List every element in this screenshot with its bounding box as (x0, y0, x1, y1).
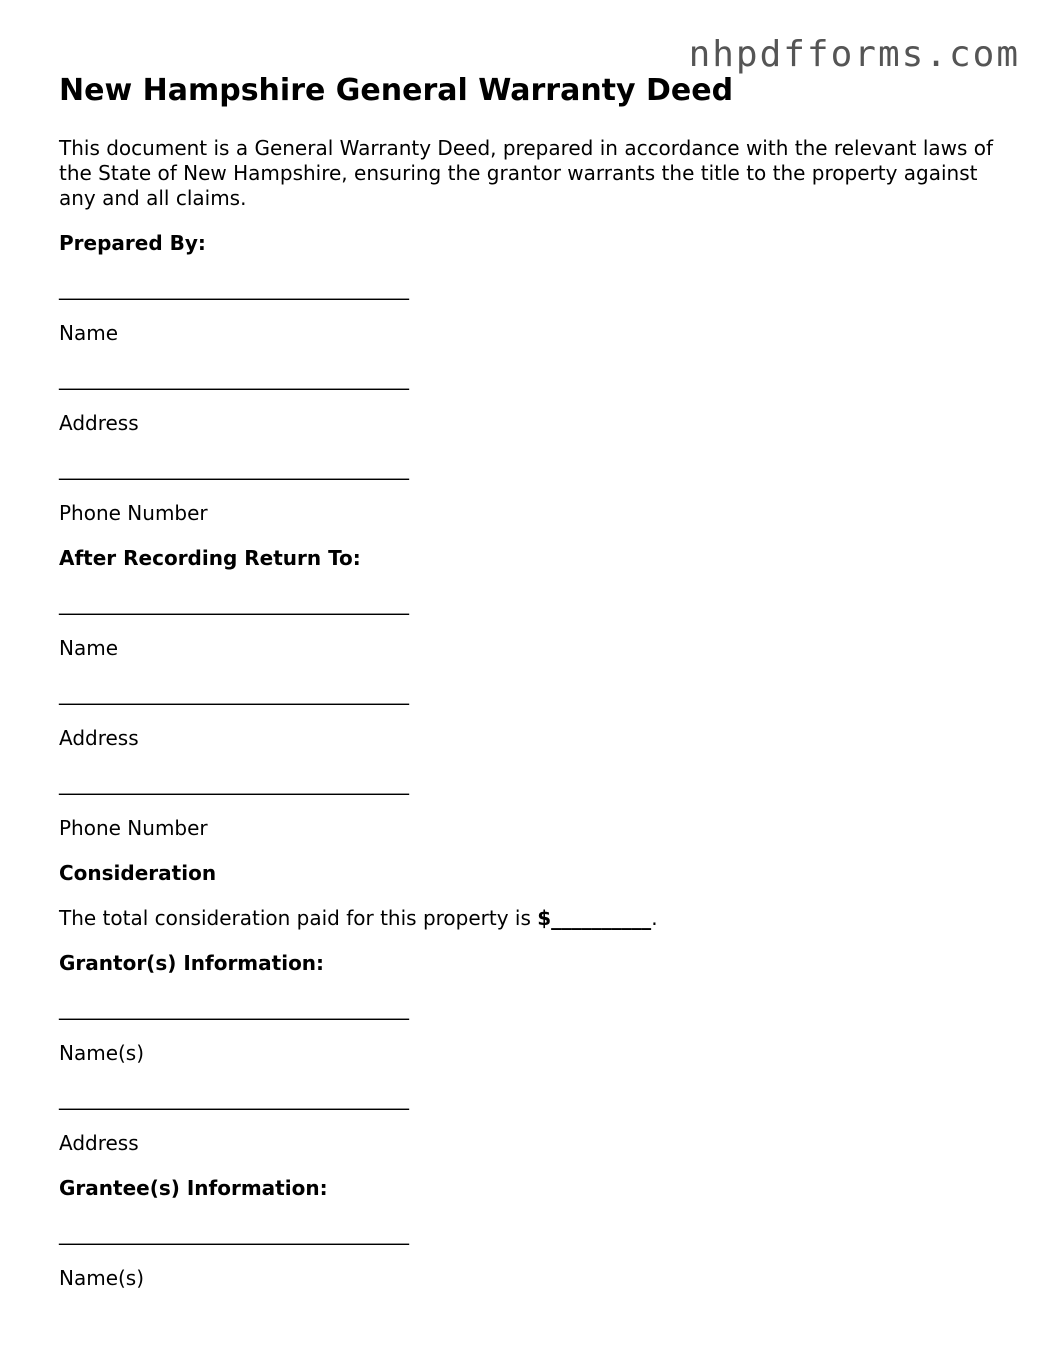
consideration-text: The total consideration paid for this property is (59, 906, 538, 930)
grantor-address-label: Address (59, 1131, 139, 1155)
prepared-by-address-label: Address (59, 411, 139, 435)
return-to-heading: After Recording Return To: (59, 546, 361, 570)
grantee-name-label: Name(s) (59, 1266, 145, 1290)
return-to-address-label: Address (59, 726, 139, 750)
grantor-address-line[interactable]: ___________________________________ (59, 1086, 409, 1110)
prepared-by-name-label: Name (59, 321, 119, 345)
consideration-amount-blank[interactable]: $__________ (537, 906, 652, 930)
grantee-heading: Grantee(s) Information: (59, 1176, 328, 1200)
watermark: nhpdfforms.com (688, 34, 1020, 75)
prepared-by-phone-line[interactable]: ___________________________________ (59, 456, 409, 480)
intro-paragraph: This document is a General Warranty Deed, prepared in accordance with the relevant laws of the State of New Hampshire, ensuring the grantor warrants the title to the property against any and all claims. (59, 136, 994, 210)
grantee-name-line[interactable]: ___________________________________ (59, 1221, 409, 1245)
prepared-by-name-line[interactable]: ___________________________________ (59, 276, 409, 300)
return-to-name-line[interactable]: ___________________________________ (59, 591, 409, 615)
return-to-name-label: Name (59, 636, 119, 660)
document (59, 72, 1019, 1311)
consideration-period: . (651, 906, 658, 930)
page-title: New Hampshire General Warranty Deed (59, 73, 734, 108)
prepared-by-phone-label: Phone Number (59, 501, 208, 525)
return-to-phone-label: Phone Number (59, 816, 208, 840)
grantor-heading: Grantor(s) Information: (59, 951, 325, 975)
grantor-name-label: Name(s) (59, 1041, 145, 1065)
return-to-address-line[interactable]: ___________________________________ (59, 681, 409, 705)
return-to-phone-line[interactable]: ___________________________________ (59, 771, 409, 795)
prepared-by-address-line[interactable]: ___________________________________ (59, 366, 409, 390)
consideration-statement (59, 906, 1019, 931)
prepared-by-heading: Prepared By: (59, 231, 206, 255)
consideration-heading: Consideration (59, 861, 217, 885)
grantor-name-line[interactable]: ___________________________________ (59, 996, 409, 1020)
